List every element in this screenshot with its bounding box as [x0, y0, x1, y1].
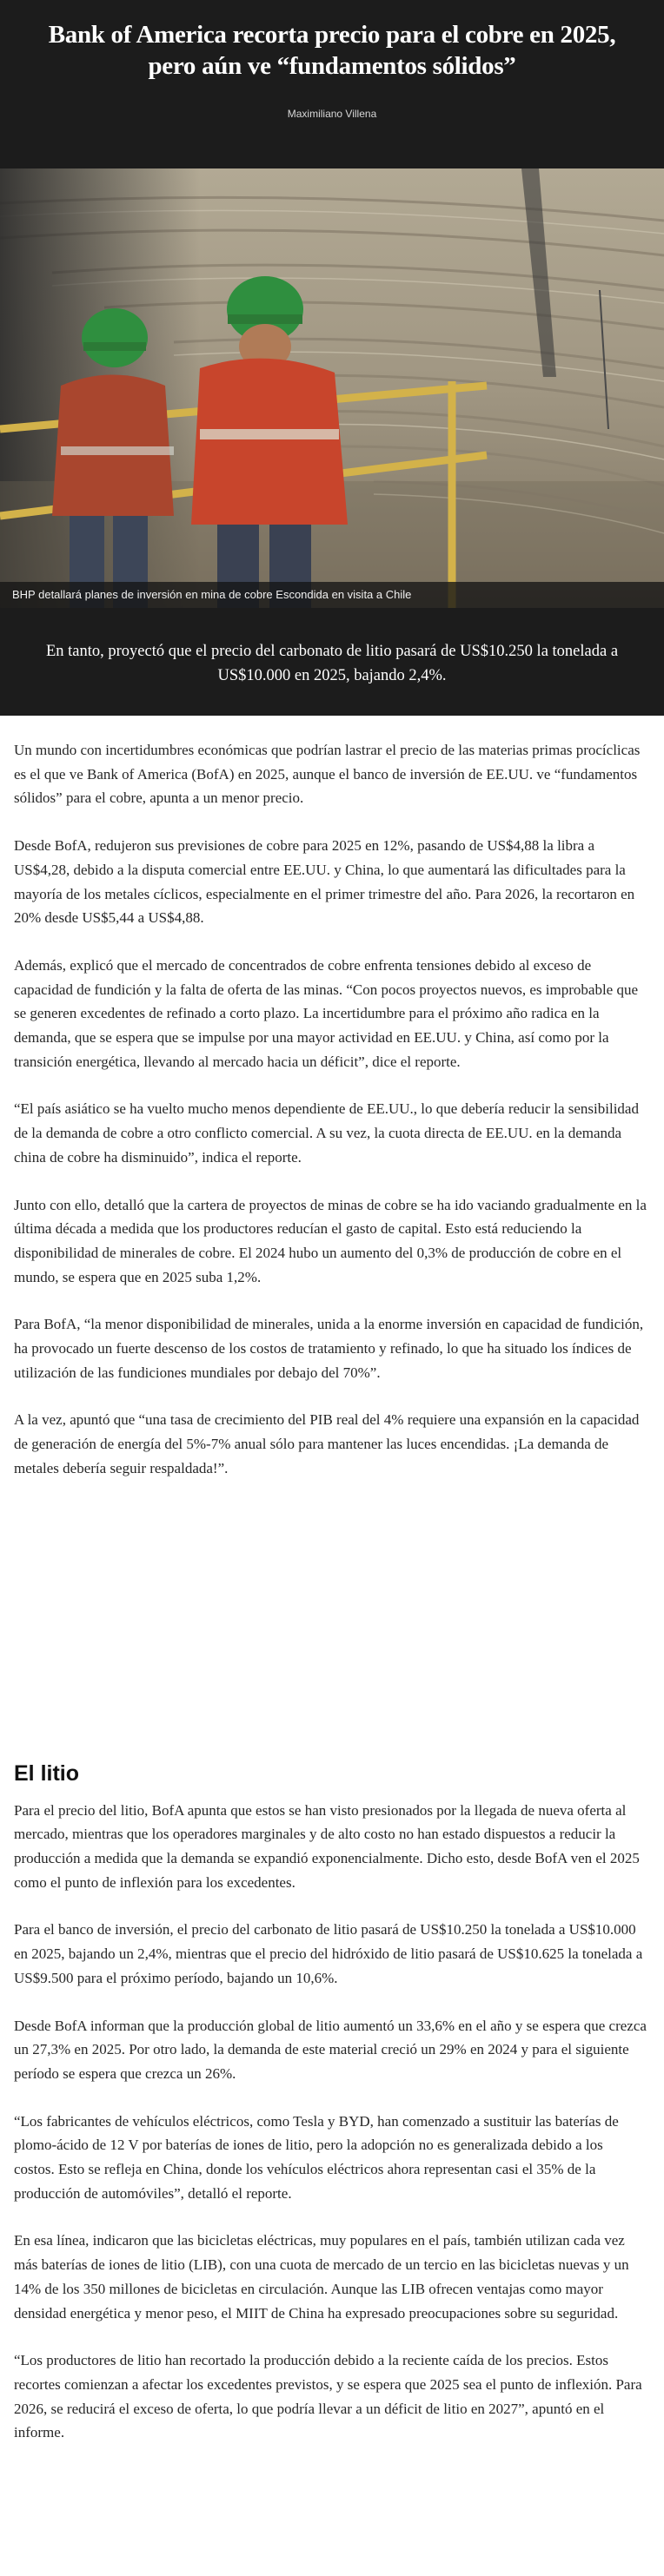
body-paragraph: “El país asiático se ha vuelto mucho menos dependiente de EE.UU., lo que debería reducir la sensibilidad de la demanda de cobre a otro conflicto comercial. A su vez, la cuota directa de EE.UU. en la demanda china de cobre ha disminuido”, indica el reporte.: [14, 1100, 639, 1166]
body-paragraph: Además, explicó que el mercado de concentrados de cobre enfrenta tensiones debido al exceso de capacidad de fundición y la falta de oferta de las minas. “Con pocos proyectos nuevos, es improbable que se generen excedentes de refinado a corto plazo. La incertidumbre para el próximo año radica en la demanda, que se espera que se impulse por una mayor actividad en EE.UU. y China, así como por la transición energética, llevando al mercado hacia un déficit”, dice el reporte.: [14, 956, 639, 1070]
article-deck: En tanto, proyectó que el precio del carbonato de litio pasará de US$10.250 la tonelada a US$10.000 en 2025, bajando 2,4%.: [0, 608, 664, 716]
body-paragraph: En esa línea, indicaron que las bicicletas eléctricas, muy populares en el país, también utilizan cada vez más baterías de iones de litio (LIB), con una cuota de mercado de un tercio en las bicicletas nuevas y un 14% de los 350 millones de bicicletas en circulación. Aunque las LIB ofrecen ventajas como mayor densidad energética y menor peso, el MIIT de China ha expresado preocupaciones sobre su seguridad.: [14, 2232, 629, 2322]
section-heading: El litio: [14, 1760, 79, 1786]
hero-image: [0, 168, 664, 608]
body-paragraph: Un mundo con incertidumbres económicas que podrían lastrar el precio de las materias primas procíclicas es el que ve Bank of America (BofA) en 2025, aunque el banco de inversión de EE.UU. ve “fundamentos sólidos” para el cobre, apunta a un menor precio.: [14, 742, 641, 807]
headline: Bank of America recorta precio para el cobre en 2025, pero aún ve “fundamentos sólidos”: [48, 21, 616, 80]
article-body: [0, 716, 664, 2445]
body-paragraph: Para BofA, “la menor disponibilidad de minerales, unida a la enorme inversión en capacidad de fundición, ha provocado un fuerte descenso de los costos de tratamiento y refinado, lo que ha situado los índices de utilización de las fundiciones mundiales por debajo del 70%”.: [14, 1316, 644, 1381]
body-paragraph: A la vez, apuntó que “una tasa de crecimiento del PIB real del 4% requiere una expansión en la capacidad de generación de energía del 5%-7% anual sólo para mantener las luces encendidas. ¡La demanda de metales debería seguir respaldada!”.: [14, 1411, 640, 1476]
body-paragraph: Desde BofA informan que la producción global de litio aumentó un 33,6% en el año y se espera que crezca un 27,3% en 2025. Por otro lado, la demanda de este material creció un 29% en 2024 y para el siguiente período se espera que crezca un 26%.: [14, 2017, 647, 2082]
body-paragraph: Desde BofA, redujeron sus previsiones de cobre para 2025 en 12%, pasando de US$4,88 la libra a US$4,28, debido a la disputa comercial entre EE.UU. y China, lo que aumentará las dificultades para la mayoría de los metales cíclicos, especialmente en el primer trimestre del año. Para 2026, la recortaron en 20% desde US$5,44 a US$4,88.: [14, 837, 635, 927]
ad-placeholder: [14, 1504, 647, 1761]
body-paragraph: Para el precio del litio, BofA apunta que estos se han visto presionados por la llegada de nueva oferta al mercado, mientras que los operadores marginales y de alto costo no han estado dispuestos a reducir la producción a medida que la demanda se expandió exponencialmente. Dicho esto, desde BofA ven el 2025 como el punto de inflexión para los excedentes.: [14, 1801, 640, 1891]
body-paragraph: “Los productores de litio han recortado la producción debido a la reciente caída de los precios. Estos recortes comienzan a afectar los excedentes previstos, y se espera que 2025 sea el punto de inflexión. Para 2026, se reducirá el exceso de oferta, lo que podría llevar a un déficit de litio en 2027”, apuntó en el informe.: [14, 2352, 642, 2441]
body-paragraph: Para el banco de inversión, el precio del carbonato de litio pasará de US$10.250 la tonelada a US$10.000 en 2025, bajando un 2,4%, mientras que el precio del hidróxido de litio pasará de US$10.625 la tonelada a US$9.500 para el próximo período, bajando un 10,6%.: [14, 1921, 643, 1986]
article-header: [0, 0, 664, 168]
author-byline[interactable]: Maximiliano Villena: [287, 108, 377, 120]
mine-workers-photo: [0, 168, 664, 608]
image-caption: BHP detallará planes de inversión en mina de cobre Escondida en visita a Chile: [0, 582, 664, 608]
body-paragraph: Junto con ello, detalló que la cartera de proyectos de minas de cobre se ha ido vaciando gradualmente en la última década a medida que los productores reducían el gasto de capital. Esto está reduciendo la disponibilidad de minerales de cobre. El 2024 hubo un aumento del 0,3% de producción de cobre en el mundo, se espera que en 2025 suba 1,2%.: [14, 1196, 647, 1285]
body-paragraph: “Los fabricantes de vehículos eléctricos, como Tesla y BYD, han comenzado a sustituir las baterías de plomo-ácido de 12 V por baterías de iones de litio, pero la adopción no es generalizada debido a los costos. Esto se refleja en China, donde los vehículos eléctricos ahora representan casi el 35% de la producción de automóviles”, detalló el reporte.: [14, 2112, 619, 2202]
